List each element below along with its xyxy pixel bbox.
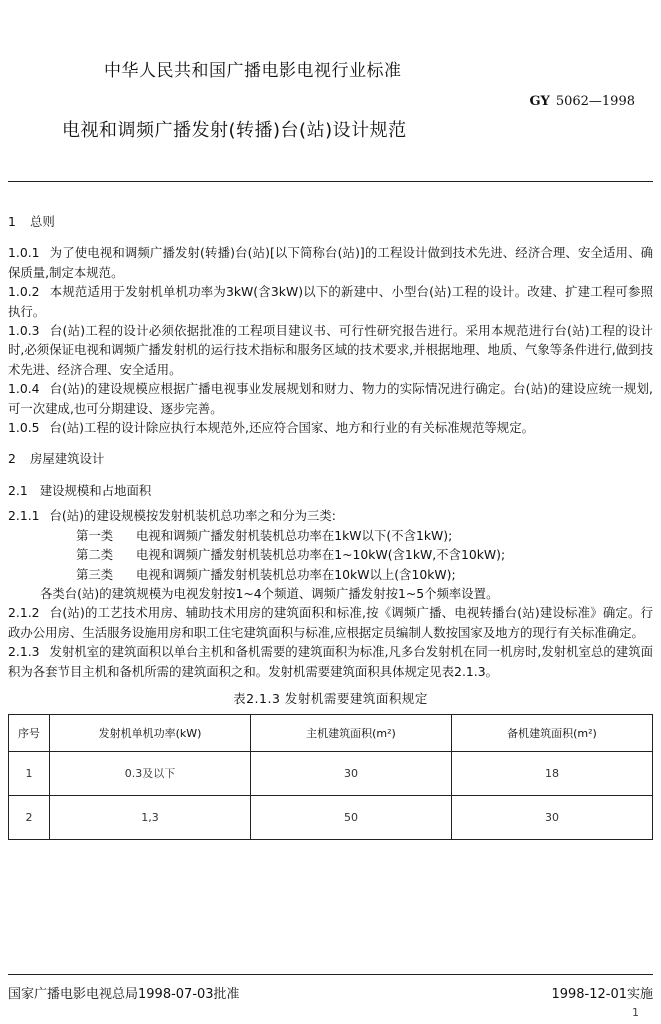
table-cell: 50 — [251, 796, 452, 840]
effective-date: 1998-12-01实施 — [551, 987, 653, 1002]
floor-area-table — [8, 714, 653, 840]
clause-1-0-2: 1.0.2 本规范适用于发射机单机功率为3kW(含3kW)以下的新建中、小型台(站)工程的设计。改建、扩建工程可参照执行。 — [8, 284, 653, 319]
approval-line: 国家广播电影电视总局1998-07-03批准 — [8, 987, 240, 1002]
table-header-cell: 主机建筑面积(m²) — [251, 715, 452, 752]
category-item: 第三类 电视和调频广播发射机装机总功率在10kW以上(含10kW); — [76, 566, 456, 582]
standard-category-heading: 中华人民共和国广播电影电视行业标准 — [104, 61, 402, 81]
document-body — [8, 212, 653, 840]
category-item: 第二类 电视和调频广播发射机装机总功率在1~10kW(含1kW,不含10kW); — [76, 547, 506, 563]
table-row — [9, 752, 653, 796]
standard-prefix: GY — [529, 94, 550, 109]
table-header-cell: 序号 — [9, 715, 50, 752]
category-note: 各类台(站)的建筑规模为电视发射按1~4个频道、调频广播发射按1~5个频率设置。 — [40, 585, 499, 601]
footer-divider — [8, 974, 653, 975]
table-cell: 1,3 — [50, 796, 251, 840]
section-heading-1: 1 总则 — [8, 214, 55, 229]
table-header-cell: 备机建筑面积(m²) — [452, 715, 653, 752]
document-title: 电视和调频广播发射(转播)台(站)设计规范 — [62, 120, 407, 141]
table-caption: 表2.1.3 发射机需要建筑面积规定 — [233, 690, 428, 706]
standard-number: 5062—1998 — [555, 94, 635, 109]
table-cell: 30 — [251, 752, 452, 796]
clause-1-0-1: 1.0.1 为了使电视和调频广播发射(转播)台(站)[以下简称台(站)]的工程设计做到技术先进、经济合理、安全适用、确保质量,制定本规范。 — [8, 245, 653, 280]
table-cell: 30 — [452, 796, 653, 840]
table-row — [9, 796, 653, 840]
table-cell: 2 — [9, 796, 50, 840]
clause-2-1-3: 2.1.3 发射机室的建筑面积以单台主机和备机需要的建筑面积为标准,凡多台发射机在同一机房时,发射机室总的建筑面积为各套节目主机和备机所需的建筑面积之和。发射机需要建筑面积具体规定见表2.1.3。 — [8, 644, 653, 679]
table-header-cell: 发射机单机功率(kW) — [50, 715, 251, 752]
header-divider — [8, 181, 653, 182]
table-header-row — [9, 715, 653, 752]
table-cell: 0.3及以下 — [50, 752, 251, 796]
clause-2-1-2: 2.1.2 台(站)的工艺技术用房、辅助技术用房的建筑面积和标准,按《调频广播、电视转播台(站)建设标准》确定。行政办公用房、生活服务设施用房和职工住宅建筑面积与标准,应根据定员编制人数按国家及地方的现行有关标准确定。 — [8, 605, 653, 640]
clause-2-1-1: 2.1.1 台(站)的建设规模按发射机装机总功率之和分为三类: — [8, 508, 336, 524]
category-item: 第一类 电视和调频广播发射机装机总功率在1kW以下(不含1kW); — [76, 527, 453, 543]
table-cell: 1 — [9, 752, 50, 796]
clause-1-0-3: 1.0.3 台(站)工程的设计必须依据批准的工程项目建议书、可行性研究报告进行。采用本规范进行台(站)工程的设计时,必须保证电视和调频广播发射机的运行技术指标和服务区域的技术要求,并根据地理、地质、气象等条件进行,做到技术先进、经济合理、安全适用。 — [8, 323, 653, 377]
table-cell: 18 — [452, 752, 653, 796]
subsection-heading-2-1: 2.1 建设规模和占地面积 — [8, 482, 152, 498]
clause-1-0-4: 1.0.4 台(站)的建设规模应根据广播电视事业发展规划和财力、物力的实际情况进行确定。台(站)的建设应统一规划,可一次建成,也可分期建设、逐步完善。 — [8, 381, 653, 416]
standard-code — [529, 94, 635, 109]
page-number: 1 — [632, 1006, 639, 1019]
clause-1-0-5: 1.0.5 台(站)工程的设计除应执行本规范外,还应符合国家、地方和行业的有关标准规范等规定。 — [8, 420, 534, 436]
section-heading-2: 2 房屋建筑设计 — [8, 451, 105, 467]
